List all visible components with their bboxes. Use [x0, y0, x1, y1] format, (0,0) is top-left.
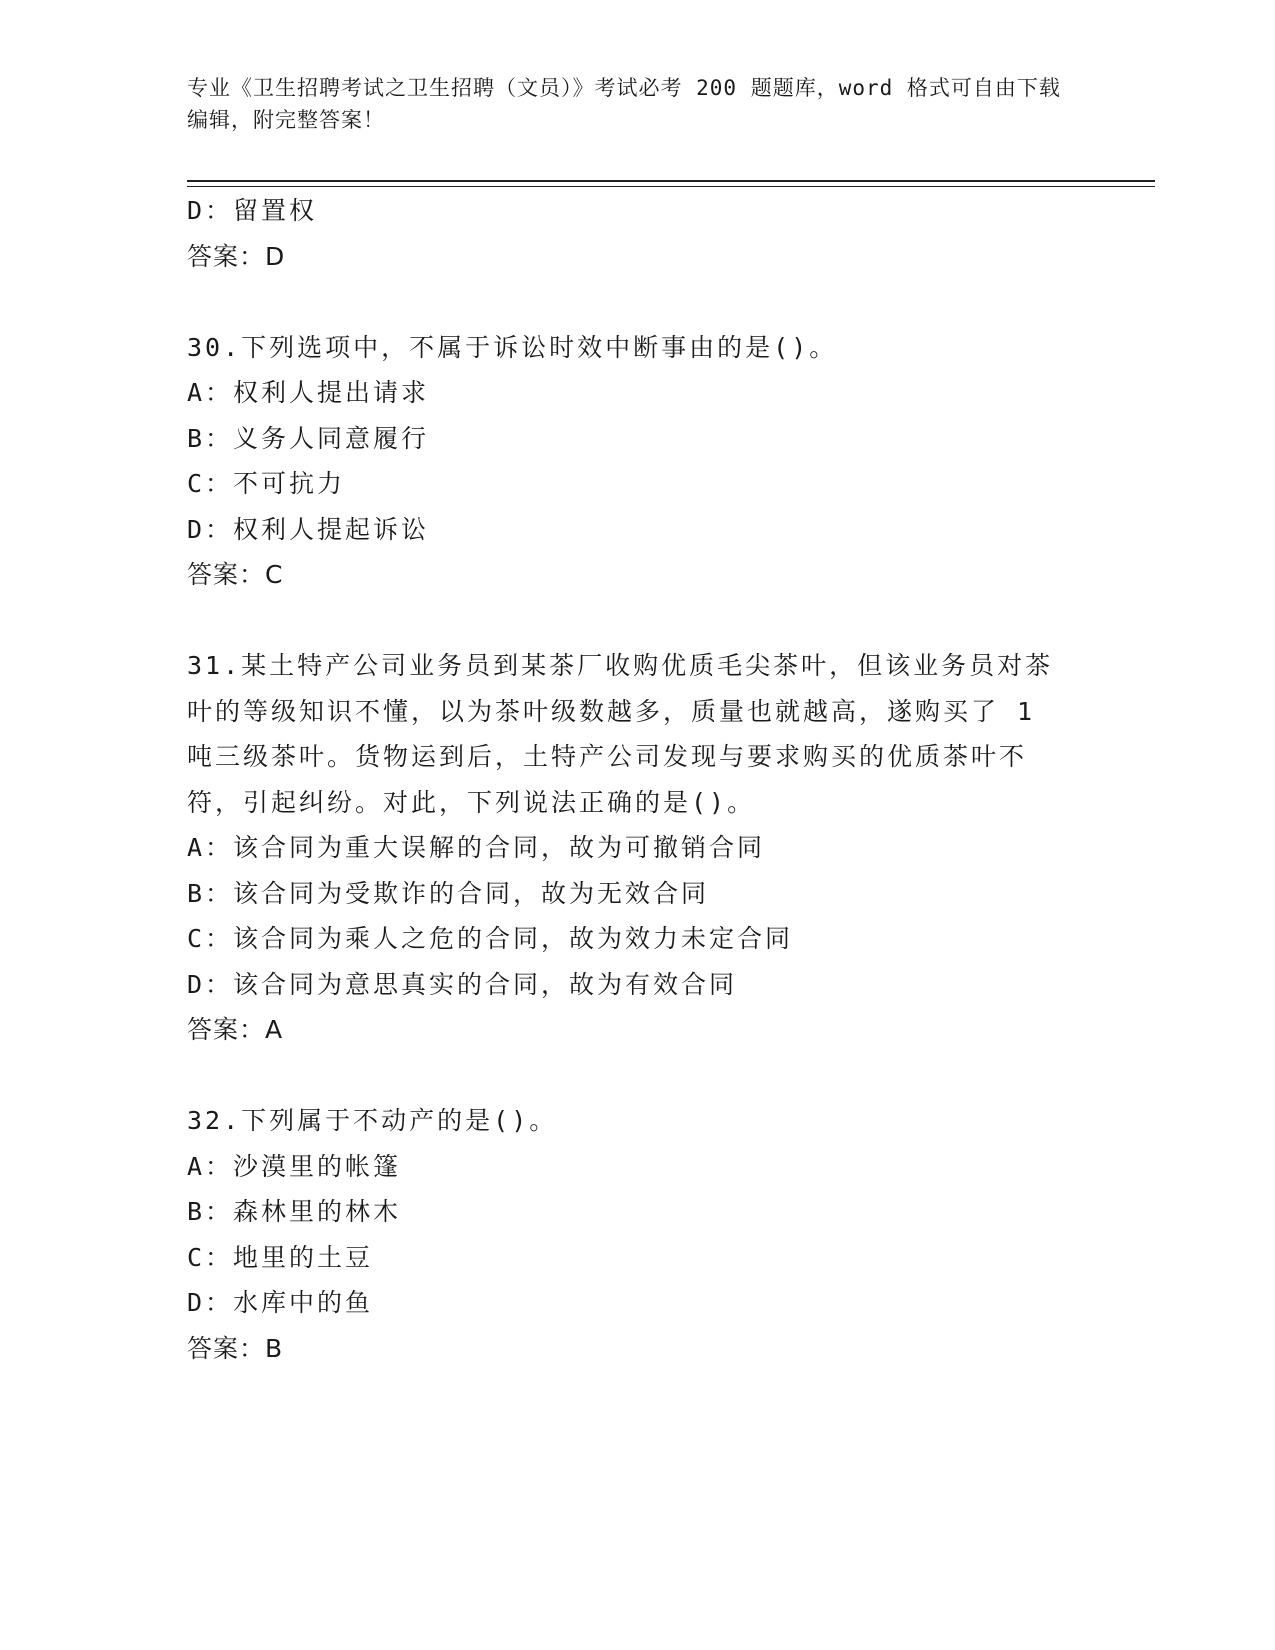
question-list [187, 188, 1087, 1371]
answer: 答案：B [187, 1333, 284, 1363]
answer: 答案：C [187, 560, 284, 589]
answer: 答案：D [187, 241, 286, 271]
option-d: D：水库中的鱼 [187, 1288, 374, 1317]
option-c: C：该合同为乘人之危的合同，故为效力未定合同 [187, 924, 794, 953]
option-a: A：权利人提出请求 [187, 378, 430, 407]
option-c: C：不可抗力 [187, 469, 346, 498]
question-stem: 30.下列选项中，不属于诉讼时效中断事由的是()。 [187, 332, 838, 362]
question-31 [187, 643, 1087, 1053]
question-32 [187, 1098, 1087, 1371]
option-a: A：沙漠里的帐篷 [187, 1151, 402, 1181]
option-d: D：权利人提起诉讼 [187, 514, 430, 544]
question-stem-line: 31.某土特产公司业务员到某茶厂收购优质毛尖茶叶，但该业务员对茶 [187, 651, 1054, 680]
option-d: D：留置权 [187, 196, 318, 225]
question-stem: 32.下列属于不动产的是()。 [187, 1106, 558, 1135]
question-30 [187, 325, 1087, 598]
answer: 答案：A [187, 1015, 284, 1044]
page-header: 专业《卫生招聘考试之卫生招聘（文员）》考试必考 200 题题库，word 格式可自由下载编辑，附完整答案！ [187, 76, 1061, 132]
option-c: C：地里的土豆 [187, 1242, 374, 1272]
option-d: D：该合同为意思真实的合同，故为有效合同 [187, 969, 738, 999]
question-stem-line: 符，引起纠纷。对此，下列说法正确的是()。 [187, 787, 756, 817]
header-rule-thin [187, 186, 1155, 187]
option-b: B：该合同为受欺诈的合同，故为无效合同 [187, 878, 710, 908]
option-b: B：森林里的林木 [187, 1197, 402, 1226]
question-stem-line: 叶的等级知识不懂，以为茶叶级数越多，质量也就越高，遂购买了 1 [187, 696, 1036, 726]
option-a: A：该合同为重大误解的合同，故为可撤销合同 [187, 833, 766, 862]
question-stem-line: 吨三级茶叶。货物运到后，土特产公司发现与要求购买的优质茶叶不 [187, 742, 1028, 771]
header-rule-thick [187, 180, 1155, 182]
option-b: B：义务人同意履行 [187, 423, 430, 453]
